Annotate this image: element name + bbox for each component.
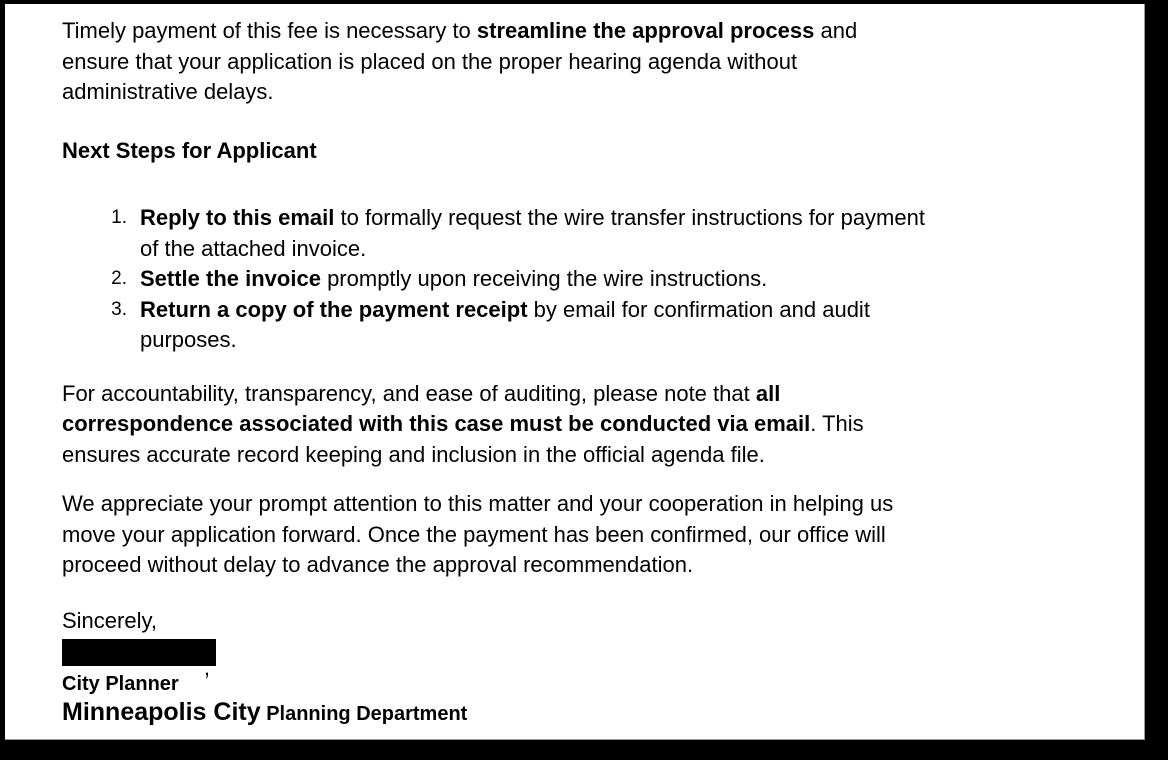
text-segment: promptly upon receiving the wire instructions.	[320, 266, 768, 291]
text-segment: and	[814, 18, 858, 43]
signature-organization	[62, 698, 1114, 729]
list-item-content	[140, 203, 1114, 264]
text-line	[140, 295, 1114, 326]
organization-city: Minneapolis City	[62, 698, 261, 726]
text-line	[62, 409, 1114, 440]
text-segment-bold: Reply to this email	[140, 205, 335, 230]
text-line: ensures accurate record keeping and inclusion in the official agenda file.	[62, 441, 765, 467]
redacted-name-bar	[62, 639, 216, 680]
text-segment-bold: Return a copy of the payment receipt	[140, 296, 528, 322]
list-item-return-receipt	[62, 295, 1114, 356]
list-item-content	[140, 295, 1114, 356]
text-line: ensure that your application is placed on the proper hearing agenda without	[62, 48, 798, 74]
paragraph-accountability	[62, 379, 1114, 471]
text-line	[140, 264, 1114, 295]
text-segment: Timely payment of this fee is necessary to	[62, 18, 477, 43]
text-line	[62, 379, 1114, 410]
list-item-settle-invoice	[62, 264, 1114, 295]
email-body-page	[5, 4, 1145, 740]
text-segment-bold: streamline the approval process	[476, 18, 815, 43]
text-segment-bold: all	[755, 380, 781, 406]
text-line	[140, 203, 1114, 234]
paragraph-timely-payment	[62, 16, 1114, 108]
text-segment: For accountability, transparency, and ease of auditing, please note that	[62, 380, 756, 406]
text-segment: . This	[810, 411, 864, 436]
text-line: proceed without delay to advance the approval recommendation.	[62, 552, 694, 577]
text-line: We appreciate your prompt attention to this matter and your cooperation in helping us	[62, 491, 894, 516]
list-item-number: 1.	[111, 207, 127, 228]
text-line: administrative delays.	[62, 79, 274, 104]
text-segment: by email for confirmation and audit	[527, 296, 870, 322]
section-heading-next-steps: Next Steps for Applicant	[62, 137, 317, 163]
text-line: move your application forward. Once the payment has been confirmed, our office will	[62, 521, 886, 547]
signature-closing: Sincerely,	[62, 607, 157, 633]
text-segment-bold: Settle the invoice	[140, 266, 321, 291]
text-line: of the attached invoice.	[140, 235, 367, 261]
text-segment: to formally request the wire transfer instructions for payment	[334, 205, 925, 230]
list-item-number: 3.	[111, 298, 127, 320]
organization-department: Planning Department	[260, 703, 468, 725]
redacted-name-comma: ,	[203, 655, 210, 680]
text-line: purposes.	[140, 327, 237, 352]
text-line	[62, 16, 1114, 47]
paragraph-appreciation	[62, 489, 1114, 581]
list-item-reply-email	[62, 203, 1114, 264]
text-segment-bold: correspondence associated with this case must be conducted via email	[62, 411, 811, 436]
signature-job-title: City Planner	[62, 673, 179, 695]
list-item-content	[140, 264, 1114, 295]
numbered-list-next-steps	[62, 203, 1114, 356]
list-item-number: 2.	[111, 268, 127, 289]
